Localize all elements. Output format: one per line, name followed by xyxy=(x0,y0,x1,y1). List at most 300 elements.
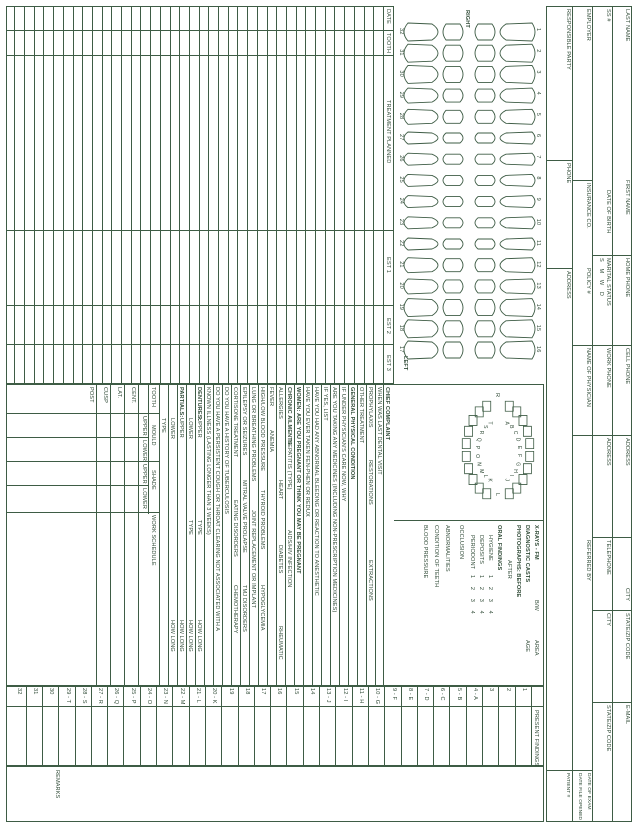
lower-tooth-crown xyxy=(404,341,438,359)
if-yes-label: IF YES, LIST xyxy=(322,387,328,421)
upper-tooth-crown xyxy=(500,65,535,83)
treatment-row-line xyxy=(354,6,355,384)
other-treatment-label: OTHER TREATMENT xyxy=(358,387,364,444)
findings-row-label: 32 xyxy=(15,688,22,695)
findings-row-line xyxy=(124,686,125,766)
periodont-label: PERIODONT xyxy=(469,535,475,570)
partials-lower-how-long-label: HOW LONG xyxy=(169,620,175,652)
state-zip-label: STATE/ZIP CODE xyxy=(624,613,630,660)
findings-row-label: 30 xyxy=(48,688,55,695)
blood-pressure-history-label: HIGH/LOW BLOOD PRESSURE xyxy=(259,387,265,472)
upper-tooth-number: 3 xyxy=(535,70,541,74)
treatment-date-header: DATE xyxy=(385,9,391,24)
telephone-label: TELEPHONE xyxy=(605,540,611,575)
findings-row-line xyxy=(482,686,483,766)
findings-row-line xyxy=(417,686,418,766)
lower-tooth-occlusal xyxy=(443,175,463,185)
lower-tooth-occlusal xyxy=(443,110,463,123)
primary-upper-tooth xyxy=(523,426,531,436)
treatment-tooth-header: TOOTH xyxy=(385,33,391,53)
upper-tooth-number: 16 xyxy=(535,346,541,353)
treatment-row-line xyxy=(150,6,151,384)
findings-row-line xyxy=(221,686,222,766)
lower-tooth-occlusal xyxy=(443,218,463,228)
ss-label: SS # xyxy=(605,9,611,22)
upper-tooth-occlusal xyxy=(475,66,495,82)
primary-lower-letter: P xyxy=(474,445,481,450)
treatment-row-line xyxy=(257,6,258,384)
upper-tooth-number: 8 xyxy=(535,176,541,180)
upper-tooth-occlusal xyxy=(475,342,495,358)
lower-tooth-crown xyxy=(404,109,438,124)
findings-row-label: 26 - Q xyxy=(113,688,120,705)
findings-row-label: 23 - N xyxy=(162,688,169,704)
work-shade-header: SHADE xyxy=(150,470,156,490)
treatment-row-line xyxy=(121,6,122,384)
findings-row-label: 20 - K xyxy=(211,688,218,704)
treatment-row-line xyxy=(364,6,365,384)
findings-row-line xyxy=(352,686,353,766)
lower-tooth-occlusal xyxy=(443,45,463,61)
lower-tooth-occlusal xyxy=(443,342,463,358)
lower-tooth-occlusal xyxy=(443,239,463,249)
upper-tooth-crown xyxy=(500,217,535,229)
lower-tooth-number: 28 xyxy=(398,112,404,120)
upper-tooth-occlusal xyxy=(475,259,495,272)
primary-upper-tooth xyxy=(505,489,513,499)
cell-phone-label: CELL PHONE xyxy=(624,348,630,385)
work-row-label: CUSP xyxy=(102,387,108,403)
upper-tooth-number: 13 xyxy=(535,282,541,289)
lower-tooth-crown xyxy=(404,258,438,273)
findings-row-label: 14 xyxy=(309,688,316,695)
findings-row-line xyxy=(26,686,27,766)
findings-row-line xyxy=(450,686,451,766)
primary-lower-tooth xyxy=(462,439,470,449)
findings-row-line xyxy=(466,686,467,766)
lower-tooth-occlusal xyxy=(443,24,463,40)
findings-row-line xyxy=(515,686,516,766)
address-label: ADDRESS xyxy=(624,438,630,466)
work-row-label: LAT. xyxy=(116,387,122,399)
primary-upper-tooth xyxy=(523,464,531,474)
findings-row-line xyxy=(368,686,369,766)
primary-upper-letter: A xyxy=(503,421,510,425)
women-label: WOMEN: ARE YOU PREGNANT OR THINK YOU MAY BE PREGNANT xyxy=(295,387,301,574)
hypoglycemia-label: HYPOGLYCEMIA xyxy=(259,585,265,631)
primary-lower-letter: S xyxy=(481,425,488,429)
treatment-row-line xyxy=(170,6,171,384)
age-label: AGE xyxy=(524,640,530,653)
physician-label: NAME OF PHYSICIAN xyxy=(585,348,591,407)
chemo-label: CHEMOTHERAPY xyxy=(232,585,238,634)
lower-tooth-occlusal xyxy=(443,154,463,164)
lower-tooth-occlusal xyxy=(443,133,463,143)
known-illness-label: KNOWN ILLNESS (LASTING LONGER THAN 3 WEEKS) xyxy=(205,387,211,535)
findings-row-line xyxy=(172,686,173,766)
work-row-label: CENT. xyxy=(130,387,136,404)
upper-tooth-occlusal xyxy=(475,300,495,316)
upper-tooth-number: 12 xyxy=(535,261,541,268)
last-name-label: LAST NAME xyxy=(624,9,630,42)
findings-row-line xyxy=(498,686,499,766)
treatment-row-line xyxy=(14,6,15,384)
est2-header: EST 2 xyxy=(385,318,391,334)
referred-by-label: REFERRED BY xyxy=(585,540,591,581)
lower-tooth-crown xyxy=(404,217,438,229)
findings-row-label: 19 xyxy=(227,688,234,695)
rheumatic-label: RHEUMATIC xyxy=(277,626,283,660)
treatment-row-line xyxy=(335,6,336,384)
home-phone-label: HOME PHONE xyxy=(624,258,630,298)
dentures-type-label: TYPE xyxy=(196,520,202,536)
treatment-row-line xyxy=(238,6,239,384)
lower-tooth-number: 32 xyxy=(398,28,404,35)
upper-tooth-crown xyxy=(500,320,535,338)
findings-row-line xyxy=(433,686,434,766)
prophylaxis-label: PROPHYLAXIS xyxy=(367,387,373,428)
findings-row-label: 28 - S xyxy=(80,688,87,704)
cough-label: DO YOU HAVE A PERSISTENT COUGH OR THROAT CLEARING NOT ASSOCIATED WITH A xyxy=(214,387,220,632)
findings-row-label: 17 xyxy=(260,688,267,695)
upper-tooth-crown xyxy=(500,153,535,165)
lower-tooth-occlusal xyxy=(443,197,463,207)
lower-tooth-number: 23 xyxy=(398,218,404,226)
treatment-planned-header: TREATMENT PLANNED xyxy=(385,100,391,164)
treatment-row-line xyxy=(267,6,268,384)
diabetes-label: DIABETES xyxy=(277,545,283,574)
findings-row-label: 3 xyxy=(488,688,495,692)
bw-label: B/W xyxy=(533,600,539,611)
est3-header: EST 3 xyxy=(385,355,391,371)
primary-r-label: R xyxy=(494,393,500,398)
lung-label: LUNG OR BREATHING PROBLEMS xyxy=(250,387,256,482)
work-mould-lower: LOWER xyxy=(141,440,147,462)
anemia-label: ANEMIA xyxy=(268,430,274,453)
treatment-row-line xyxy=(179,6,180,384)
lower-tooth-crown xyxy=(404,238,438,250)
findings-row-line xyxy=(75,686,76,766)
findings-row-label: 4 - A xyxy=(472,688,479,701)
city-label-2: CITY xyxy=(605,613,611,627)
primary-lower-tooth xyxy=(465,464,473,474)
treatment-row-line xyxy=(63,6,64,384)
findings-row-label: 25 - P xyxy=(129,688,136,704)
upper-tooth-number: 6 xyxy=(535,134,541,138)
allergies-label: ALLERGIES xyxy=(277,387,283,419)
primary-lower-tooth xyxy=(483,401,491,411)
treatment-row-line xyxy=(34,6,35,384)
upper-tooth-crown xyxy=(500,238,535,250)
upper-tooth-crown xyxy=(500,258,535,273)
upper-tooth-number: 1 xyxy=(535,28,541,32)
findings-row-line xyxy=(91,686,92,766)
findings-row-line xyxy=(189,686,190,766)
general-condition-label: GENERAL PHYSICAL CONDITION xyxy=(349,387,355,480)
upper-tooth-number: 5 xyxy=(535,112,541,117)
upper-tooth-crown xyxy=(500,299,535,317)
upper-tooth-occlusal xyxy=(475,24,495,40)
treatment-row-line xyxy=(24,6,25,384)
dentures-lower-how-long-label: HOW LONG xyxy=(187,620,193,652)
aids-label: AIDS/HIV INFECTION xyxy=(286,530,292,588)
findings-row-line xyxy=(156,686,157,766)
treatment-row-line xyxy=(373,6,374,384)
lower-tooth-crown xyxy=(404,299,438,317)
mitral-label: MITRAL VALVE PROLAPSE xyxy=(241,480,247,553)
findings-row-label: 8 - E xyxy=(406,688,413,701)
primary-lower-letter: M xyxy=(478,469,485,474)
upper-tooth-occlusal xyxy=(475,280,495,293)
treatment-row-line xyxy=(325,6,326,384)
treatment-row-line xyxy=(141,6,142,384)
work-schedule-table xyxy=(6,384,160,686)
partials-type-label: TYPE xyxy=(160,418,166,434)
lower-tooth-occlusal xyxy=(443,66,463,82)
last-visit-label: WHEN WAS LAST DENTAL VISIT xyxy=(376,387,382,475)
date-of-exam-label: DATE OF EXAM xyxy=(586,773,591,810)
work-row-label: POST xyxy=(88,387,94,403)
primary-upper-letter: C xyxy=(511,430,518,435)
lower-tooth-occlusal xyxy=(443,300,463,316)
restorations-label: RESTORATIONS xyxy=(367,460,373,505)
tmj-label: TMJ DISORDERS xyxy=(241,585,247,632)
medicines-label: ARE YOU TAKING ANY MEDICINES (INCLUDING NON-PRESCRIPTION MEDICINES) xyxy=(331,387,337,613)
tooth-diagram xyxy=(394,6,544,382)
responsible-party-label: RESPONSIBLE PARTY xyxy=(565,9,571,70)
lower-tooth-occlusal xyxy=(443,259,463,272)
primary-upper-letter: H xyxy=(511,469,518,473)
heart-label: HEART xyxy=(277,480,283,500)
chronic-label: CHRONIC AILMENTS xyxy=(286,387,292,445)
occlusion-label: OCCLUSION xyxy=(458,525,464,560)
first-name-label: FIRST NAME xyxy=(624,180,630,215)
tb-label: DO YOU HAVE A HISTORY OF TUBERCULOSIS xyxy=(223,387,229,515)
eating-label: EATING DISORDERS xyxy=(232,500,238,557)
upper-tooth-occlusal xyxy=(475,239,495,249)
primary-lower-letter: O xyxy=(474,454,481,459)
dentures-lower-label: LOWER xyxy=(187,418,193,440)
treatment-row-line xyxy=(247,6,248,384)
hygiene-label: HYGIENE xyxy=(487,535,493,561)
employer-label: EMPLOYER xyxy=(585,9,591,41)
findings-row-label: 7 - D xyxy=(423,688,430,701)
findings-row-line xyxy=(303,686,304,766)
work-schedule-header: WORK SCHEDULE xyxy=(150,515,156,566)
findings-row-label: 2 xyxy=(504,688,511,692)
upper-tooth-number: 14 xyxy=(535,303,541,311)
findings-row-label: 21 - L xyxy=(195,688,201,703)
lower-tooth-number: 21 xyxy=(398,261,404,268)
upper-tooth-number: 15 xyxy=(535,324,541,332)
work-shade-lower: LOWER xyxy=(141,488,147,510)
lower-tooth-crown xyxy=(404,88,438,103)
partials-how-long-label: HOW LONG xyxy=(178,620,184,652)
treatment-plan-table xyxy=(6,6,394,384)
lower-tooth-number: 24 xyxy=(398,197,404,205)
upper-tooth-crown xyxy=(500,341,535,359)
primary-upper-tooth xyxy=(526,451,534,461)
deposits-scale: 1 2 3 4 xyxy=(478,575,484,614)
work-mould-header: MOULD xyxy=(150,425,156,446)
work-tooth-header: TOOTH xyxy=(150,387,156,407)
upper-tooth-number: 7 xyxy=(535,155,541,159)
lower-tooth-crown xyxy=(404,23,438,41)
work-mould-upper: UPPER xyxy=(141,416,147,436)
area-label: AREA xyxy=(533,640,539,656)
hepatitis-label: HEPATITIS (TYPE) xyxy=(286,440,292,490)
email-label: E-MAIL xyxy=(624,705,630,725)
lower-tooth-number: 25 xyxy=(398,176,404,183)
treatment-row-line xyxy=(73,6,74,384)
dentures-lower-type-label: TYPE xyxy=(187,520,193,536)
lower-tooth-occlusal xyxy=(443,321,463,337)
treatment-row-line xyxy=(111,6,112,384)
lower-tooth-crown xyxy=(404,174,438,186)
lower-tooth-number: 31 xyxy=(398,49,404,56)
upper-tooth-number: 4 xyxy=(535,91,541,95)
primary-lower-tooth xyxy=(465,426,473,436)
lower-tooth-crown xyxy=(404,320,438,338)
bleeding-label: HAVE YOU HAD ANY ABNORMAL BLEEDING OR REACTION TO ANESTHETIC xyxy=(313,387,319,596)
lower-tooth-crown xyxy=(404,132,438,144)
extractions-label: EXTRACTIONS xyxy=(367,560,373,601)
findings-row-label: 24 - O xyxy=(146,688,153,705)
findings-row-line xyxy=(531,686,532,766)
lower-tooth-occlusal xyxy=(443,89,463,102)
findings-row-line xyxy=(254,686,255,766)
remarks-label: REMARKS xyxy=(54,770,60,799)
hygiene-scale: 1 2 3 4 xyxy=(487,575,493,614)
primary-l-label: L xyxy=(494,493,500,497)
date-file-opened-label: DATE FILE OPENED xyxy=(577,773,582,821)
diagnostic-casts-label: DIAGNOSTIC CASTS xyxy=(524,525,530,583)
under-care-label: IF UNDER PHYSICIAN'S CARE NOW, WHY xyxy=(340,387,346,502)
upper-tooth-crown xyxy=(500,23,535,41)
thyroid-label: THYROID PROBLEMS xyxy=(259,490,265,550)
policy-label: POLICY # xyxy=(585,268,591,294)
lower-tooth-number: 19 xyxy=(398,303,404,311)
address-label-2: ADDRESS xyxy=(605,438,611,466)
dentures-how-long-label: HOW LONG xyxy=(196,620,202,652)
findings-row-line xyxy=(401,686,402,766)
xrays-label: X-RAYS - FM xyxy=(533,525,539,560)
lower-tooth-number: 18 xyxy=(398,324,404,332)
findings-row-label: 29 - T xyxy=(64,688,71,704)
marital-status-label: MARITAL STATUS xyxy=(605,258,611,306)
findings-row-label: 11 - H xyxy=(358,688,364,704)
work-row-line xyxy=(138,384,139,686)
lower-tooth-number: 20 xyxy=(398,282,404,289)
primary-upper-letter: J xyxy=(503,478,510,482)
treatment-row-line xyxy=(199,6,200,384)
primary-teeth-diagram xyxy=(456,390,540,510)
lower-tooth-crown xyxy=(404,196,438,208)
findings-row-line xyxy=(335,686,336,766)
work-phone-label: WORK PHONE xyxy=(605,348,611,388)
upper-tooth-number: 10 xyxy=(535,218,541,226)
abnormalities-label: ABNORMALITIES xyxy=(444,525,450,572)
treatment-row-line xyxy=(286,6,287,384)
findings-row-label: 18 xyxy=(243,688,250,695)
lower-tooth-number: 30 xyxy=(398,70,404,77)
primary-upper-letter: G xyxy=(514,462,521,467)
work-shade-upper: UPPER xyxy=(141,464,147,484)
primary-lower-letter: N xyxy=(475,462,482,466)
dentures-upper-label: UPPER xyxy=(196,418,202,438)
insurance-label: INSURANCE CO. xyxy=(585,183,591,229)
findings-row-line xyxy=(287,686,288,766)
primary-upper-tooth xyxy=(505,401,513,411)
lower-tooth-crown xyxy=(404,153,438,165)
treatment-row-line xyxy=(82,6,83,384)
findings-row-label: 9 - F xyxy=(390,688,397,700)
treatment-row-line xyxy=(383,6,384,384)
findings-row-label: 22 - M xyxy=(178,688,185,705)
fenphen-label: HAVE YOU EVER TAKEN FEN-PHEN OR REDUX xyxy=(304,387,310,517)
partials-label: PARTIALS: xyxy=(178,387,184,418)
lower-tooth-crown xyxy=(404,279,438,294)
partials-upper-label: UPPER xyxy=(178,418,184,438)
state-zip-label-2: STATE/ZIP CODE xyxy=(605,705,611,752)
present-findings-title: PRESENT FINDINGS xyxy=(533,710,539,767)
upper-tooth-occlusal xyxy=(475,89,495,102)
primary-upper-letter: D xyxy=(514,437,521,442)
findings-row-line xyxy=(42,686,43,766)
fever-label: FEVER xyxy=(268,387,274,407)
photographs-label: PHOTOGRAPHS: BEFORE xyxy=(515,525,521,598)
upper-tooth-crown xyxy=(500,109,535,124)
upper-tooth-occlusal xyxy=(475,133,495,143)
upper-tooth-crown xyxy=(500,174,535,186)
primary-lower-letter: L xyxy=(481,474,488,478)
findings-row-line xyxy=(319,686,320,766)
findings-row-label: 5 - B xyxy=(455,688,462,701)
upper-tooth-crown xyxy=(500,44,535,62)
findings-row-label: 15 xyxy=(292,688,299,695)
primary-upper-letter: I xyxy=(508,474,515,477)
primary-upper-letter: B xyxy=(508,425,515,429)
cortisone-label: CORTISONE TREATMENT xyxy=(232,387,238,458)
upper-tooth-occlusal xyxy=(475,110,495,123)
treatment-row-line xyxy=(208,6,209,384)
lower-tooth-number: 17 xyxy=(398,346,404,353)
findings-row-line xyxy=(107,686,108,766)
treatment-row-line xyxy=(44,6,45,384)
findings-row-line xyxy=(140,686,141,766)
findings-row-label: 31 xyxy=(32,688,38,695)
findings-row-label: 10 - G xyxy=(374,688,381,705)
findings-row-label: 13 - J xyxy=(325,688,332,703)
oral-findings-label: ORAL FINDINGS xyxy=(496,525,502,571)
treatment-row-line xyxy=(228,6,229,384)
treatment-row-line xyxy=(102,6,103,384)
lower-tooth-number: 22 xyxy=(398,240,404,247)
findings-row-line xyxy=(270,686,271,766)
findings-row-line xyxy=(384,686,385,766)
periodont-scale: 1 2 3 4 xyxy=(469,575,475,614)
dob-label: DATE OF BIRTH xyxy=(605,190,611,234)
primary-upper-letter: F xyxy=(515,454,522,458)
chief-complaint-label: CHIEF COMPLAINT xyxy=(384,387,390,441)
findings-row-label: 12 - I xyxy=(341,688,348,702)
primary-lower-tooth xyxy=(462,451,470,461)
treatment-row-line xyxy=(305,6,306,384)
findings-row-line xyxy=(58,686,59,766)
upper-tooth-number: 2 xyxy=(535,49,541,53)
findings-row-label: 16 xyxy=(276,688,283,695)
joint-label: JOINT REPLACEMENT OR IMPLANT xyxy=(250,510,256,609)
